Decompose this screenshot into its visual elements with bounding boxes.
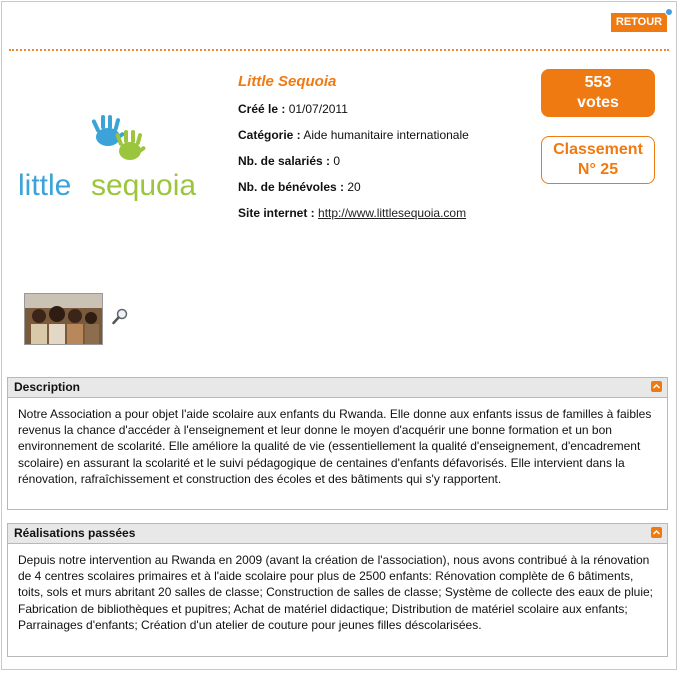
realisations-panel: [7, 523, 668, 657]
employees-label: Nb. de salariés :: [238, 154, 331, 168]
category-label: Catégorie :: [238, 128, 301, 142]
organization-logo: [18, 115, 218, 210]
description-title: Description: [14, 380, 81, 394]
hands-logo-icon: [18, 115, 218, 210]
created-row: [238, 102, 469, 116]
votes-badge: [541, 69, 655, 117]
category-value: Aide humanitaire internationale: [303, 128, 469, 142]
ranking-value: N° 25: [577, 161, 619, 178]
magnifier-icon[interactable]: [112, 308, 128, 326]
organization-info: [238, 73, 469, 232]
realisations-title: Réalisations passées: [14, 526, 136, 540]
votes-count: 553: [584, 74, 612, 91]
description-text: Notre Association a pour objet l'aide scolaire aux enfants du Rwanda. Elle donne aux enfants issus de familles à faibles revenus la chance d'accéder à l'enseignement et leur donne le moyen d'acquérir une bonne formation et un bon environnement de scolarité. Elle améliore la qualité de vie (essentiellement la qualité d'enseignement, d'encadrement scolaire) en assurant la scolarité et le suivi pédagogique de centaines d'enfants défavorisés. Elle intervient dans la rénovation, rafraîchissement et construction des écoles et des bâtiments qui s'y rapportent.: [18, 407, 652, 486]
created-value: 01/07/2011: [288, 102, 348, 116]
chevron-up-icon[interactable]: [651, 381, 662, 392]
info-dot-icon: [665, 8, 673, 16]
category-row: [238, 128, 469, 142]
volunteers-value: 20: [347, 180, 361, 194]
website-label: Site internet :: [238, 206, 315, 220]
ranking-label: Classement: [553, 141, 643, 158]
photo-thumbnail[interactable]: [24, 293, 103, 345]
description-header[interactable]: [8, 378, 667, 398]
volunteers-row: [238, 180, 469, 194]
employees-row: [238, 154, 469, 168]
retour-button[interactable]: RETOUR: [611, 13, 667, 32]
logo-word-little: little: [18, 169, 72, 202]
children-photo-icon: [25, 294, 102, 344]
votes-label: votes: [577, 94, 619, 111]
employees-value: 0: [333, 154, 341, 168]
chevron-up-icon[interactable]: [651, 527, 662, 538]
header-divider: [9, 49, 669, 51]
realisations-text: Depuis notre intervention au Rwanda en 2009 (avant la création de l'association), nous avons contribué à la rénovation de 4 centres scolaires primaires et à l'aide scolaire pour plus de 2500 enfants: Rénovation complète de 6 bâtiments, toits, sols et murs abritant 20 salles de classe; Construction de salles de classe; Système de collecte des eaux de pluie; Fabrication de bibliothèques et pupitres; Achat de matériel didactique; Distribution de matériel scolaire aux enfants; Parrainages d'enfants; Création d'un atelier de couture pour jeunes filles déscolarisées.: [18, 553, 653, 632]
created-label: Créé le :: [238, 102, 286, 116]
volunteers-label: Nb. de bénévoles :: [238, 180, 345, 194]
website-link[interactable]: http://www.littlesequoia.com: [318, 206, 467, 220]
realisations-header[interactable]: [8, 524, 667, 544]
organization-name: Little Sequoia: [238, 73, 337, 90]
logo-word-sequoia: sequoia: [91, 169, 197, 202]
website-row: [238, 206, 469, 220]
ranking-badge: [541, 136, 655, 184]
description-panel: [7, 377, 668, 510]
